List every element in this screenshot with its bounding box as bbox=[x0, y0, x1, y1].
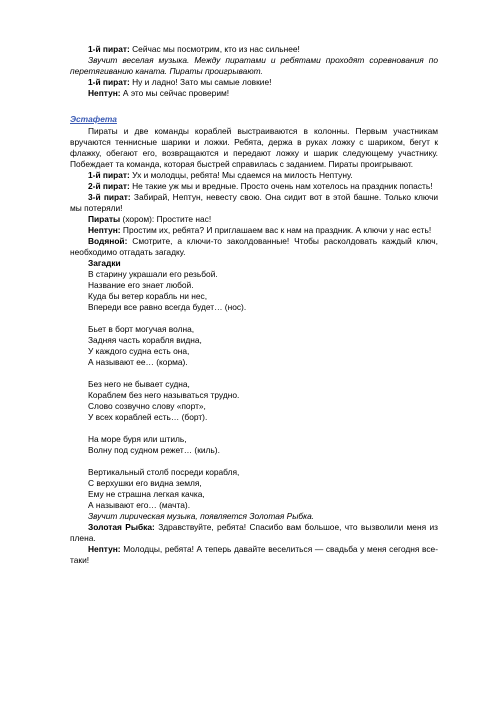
line-text: Сейчас мы посмотрим, кто из нас сильнее! bbox=[129, 44, 300, 54]
section-heading: Эстафета bbox=[70, 114, 117, 124]
dialogue-line bbox=[70, 192, 438, 214]
verse-line: Ему не страшна легкая качка, bbox=[88, 489, 205, 499]
document-page bbox=[70, 44, 438, 566]
dialogue-line bbox=[70, 181, 438, 192]
verse-line: На море буря или штиль, bbox=[88, 434, 187, 444]
verse-line: У всех кораблей есть… (борт). bbox=[88, 412, 208, 422]
riddle-2 bbox=[70, 324, 438, 368]
riddle-1 bbox=[70, 269, 438, 313]
riddles-title: Загадки bbox=[88, 258, 121, 268]
line-text: Здравствуйте, ребята! Спасибо вам большое, что вызволили меня из плена. bbox=[70, 522, 438, 543]
dialogue-line bbox=[70, 236, 438, 258]
dialogue-line bbox=[70, 44, 438, 55]
dialogue-line bbox=[70, 77, 438, 88]
line-text: Забирай, Нептун, невесту свою. Она сидит вот в этой башне. Только ключи мы потеряли! bbox=[70, 192, 438, 213]
riddle-5 bbox=[70, 467, 438, 511]
verse-line: Волну под судном режет… (киль). bbox=[88, 445, 220, 455]
line-text: Ух и молодцы, ребята! Мы сдаемся на милость Нептуну. bbox=[129, 170, 353, 180]
dialogue-line bbox=[70, 225, 438, 236]
verse-line: Впереди все равно всегда будет… (нос). bbox=[88, 302, 247, 312]
verse-line: А называют ее… (корма). bbox=[88, 357, 188, 367]
riddle-4 bbox=[70, 434, 438, 456]
speaker-name: Нептун: bbox=[88, 544, 121, 554]
stage-direction: Звучит лирическая музыка, появляется Золотая Рыбка. bbox=[88, 511, 315, 521]
speaker-name: 1-й пират: bbox=[88, 77, 130, 87]
dialogue-line bbox=[70, 214, 438, 225]
speaker-name: Водяной: bbox=[88, 236, 128, 246]
speaker-name: 2-й пират: bbox=[88, 181, 130, 191]
verse-line: Название его знает любой. bbox=[88, 280, 194, 290]
dialogue-line bbox=[70, 544, 438, 566]
line-text: А это мы сейчас проверим! bbox=[120, 88, 230, 98]
riddle-3 bbox=[70, 379, 438, 423]
verse-line: Кораблем без него называться трудно. bbox=[88, 390, 240, 400]
verse-line: Вертикальный столб посреди корабля, bbox=[88, 467, 240, 477]
speaker-name: Нептун: bbox=[88, 225, 121, 235]
speaker-name: 1-й пират: bbox=[88, 44, 130, 54]
verse-line: С верхушки его видна земля, bbox=[88, 478, 202, 488]
dialogue-line bbox=[70, 170, 438, 181]
speaker-name: Нептун: bbox=[88, 88, 121, 98]
verse-line: У каждого судна есть она, bbox=[88, 346, 190, 356]
verse-line: Задняя часть корабля видна, bbox=[88, 335, 202, 345]
verse-line: В старину украшали его резьбой. bbox=[88, 269, 218, 279]
verse-line: Бьет в борт могучая волна, bbox=[88, 324, 195, 334]
line-text: (хором): Простите нас! bbox=[120, 214, 212, 224]
verse-line: Куда бы ветер корабль ни нес, bbox=[88, 291, 208, 301]
dialogue-line bbox=[70, 522, 438, 544]
line-text: Простим их, ребята? И приглашаем вас к нам на праздник. А ключи у нас есть! bbox=[120, 225, 432, 235]
verse-line: Без него не бывает судна, bbox=[88, 379, 190, 389]
speaker-name: 3-й пират: bbox=[88, 192, 131, 202]
dialogue-line bbox=[70, 88, 438, 99]
line-text: Молодцы, ребята! А теперь давайте веселиться — свадьба у меня сегодня все-таки! bbox=[70, 544, 438, 565]
speaker-name: Золотая Рыбка: bbox=[88, 522, 155, 532]
speaker-name: Пираты bbox=[88, 214, 121, 224]
line-text: Не такие уж мы и вредные. Просто очень нам хотелось на праздник попасть! bbox=[129, 181, 433, 191]
verse-line: Слово созвучно слову «порт», bbox=[88, 401, 206, 411]
verse-line: А называют его… (мачта). bbox=[88, 500, 191, 510]
line-text: Смотрите, а ключи-то заколдованные! Чтобы расколдовать каждый ключ, необходимо отгадать загадку. bbox=[70, 236, 438, 257]
line-text: Ну и ладно! Зато мы самые ловкие! bbox=[129, 77, 272, 87]
section-intro: Пираты и две команды кораблей выстраиваются в колонны. Первым участникам вручаются теннисные шарики и ложки. Ребята, держа в руках ложку с шариком, бегут к флажку, обегают его, возвращаются и передают ложку и шарик следующему участнику. Побеждает та команда, которая быстрей справилась с заданием. Пираты проигрывают. bbox=[70, 126, 438, 169]
speaker-name: 1-й пират: bbox=[88, 170, 130, 180]
stage-direction: Звучит веселая музыка. Между пиратами и ребятами проходят соревнования по перетягиванию каната. Пираты проигрывают. bbox=[70, 55, 438, 76]
